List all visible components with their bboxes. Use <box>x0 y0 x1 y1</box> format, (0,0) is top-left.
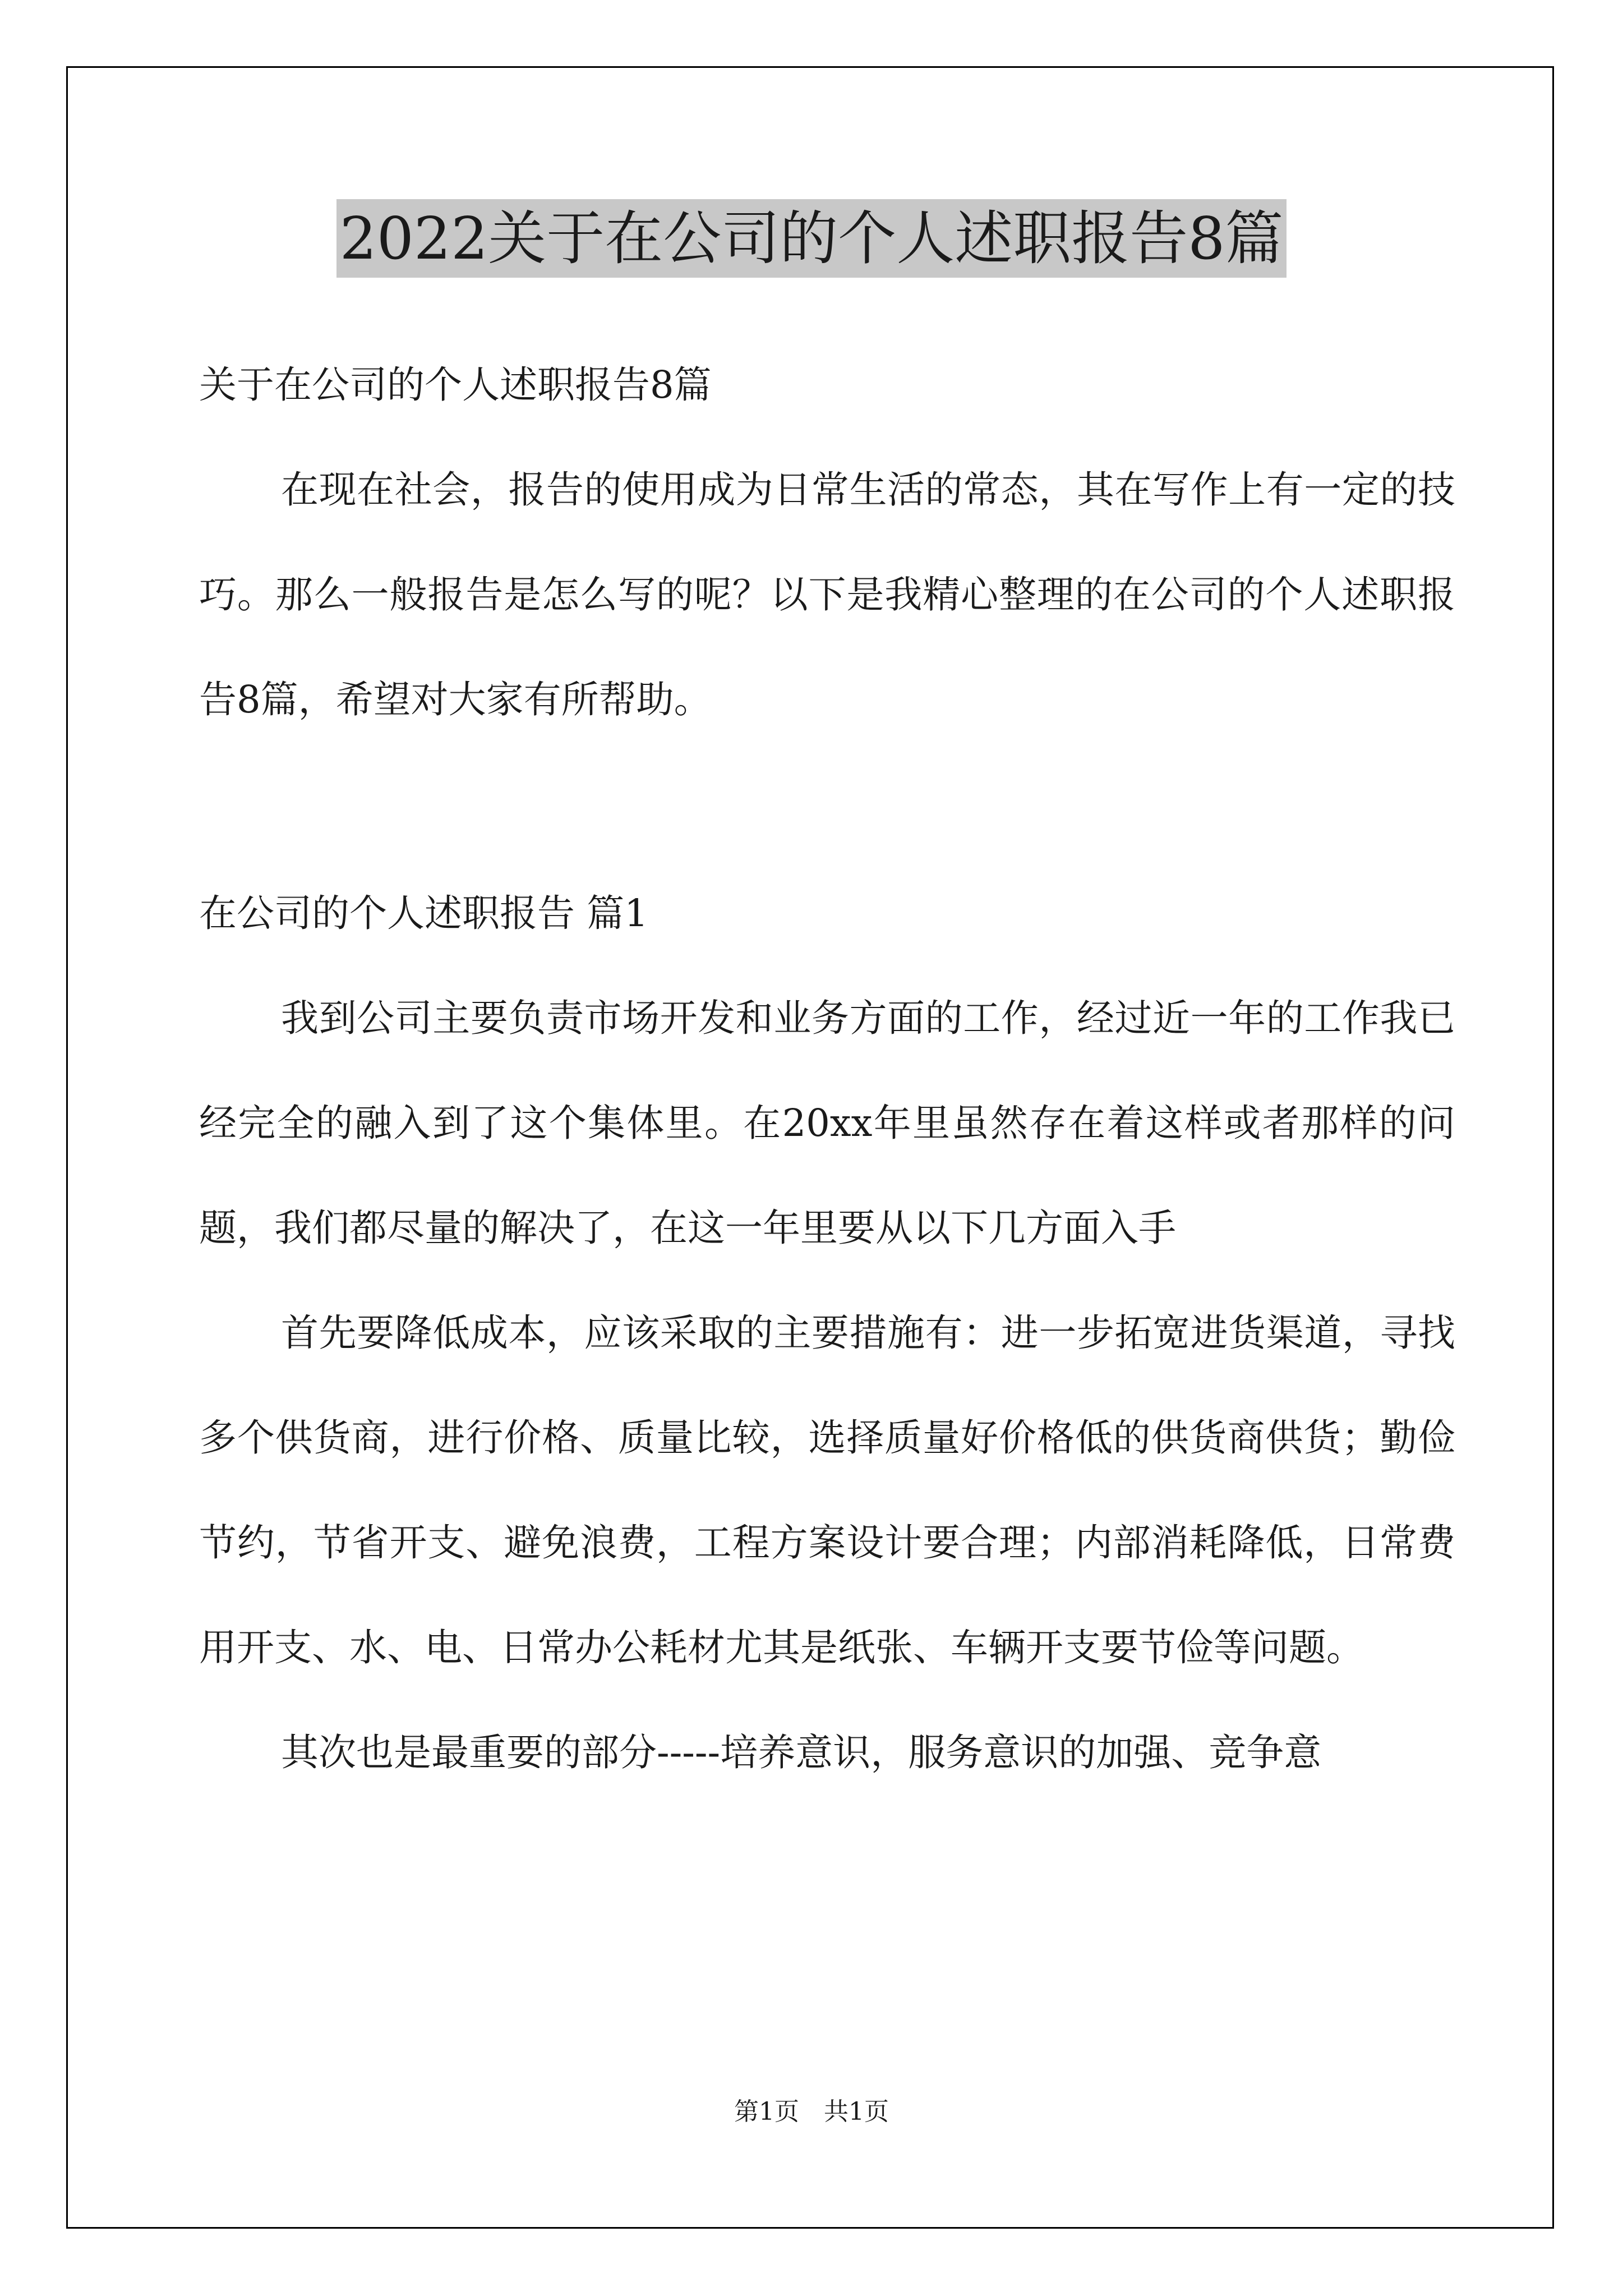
body-paragraph: 我到公司主要负责市场开发和业务方面的工作，经过近一年的工作我已经完全的融入到了这个集体里。在20xx年里虽然存在着这样或者那样的问题，我们都尽量的解决了，在这一年里要从以下几方面入手 <box>199 996 1455 1250</box>
document-title: 2022关于在公司的个人述职报告8篇 <box>336 199 1287 278</box>
document-body <box>199 333 1455 752</box>
intro-paragraph: 在现在社会，报告的使用成为日常生活的常态，其在写作上有一定的技巧。那么一般报告是怎么写的呢？以下是我精心整理的在公司的个人述职报告8篇，希望对大家有所帮助。 <box>199 468 1455 721</box>
body-paragraph: 首先要降低成本，应该采取的主要措施有：进一步拓宽进货渠道，寻找多个供货商，进行价格、质量比较，选择质量好价格低的供货商供货；勤俭节约，节省开支、避免浪费，工程方案设计要合理；内部消耗降低，日常费用开支、水、电、日常办公耗材尤其是纸张、车辆开支要节俭等问题。 <box>199 1311 1455 1669</box>
page-footer: 第1页 共1页 <box>734 2097 889 2126</box>
section-heading: 在公司的个人述职报告 篇1 <box>199 891 648 935</box>
title-container <box>0 199 1623 278</box>
body-paragraph: 其次也是最重要的部分-----培养意识，服务意识的加强、竞争意 <box>281 1731 1322 1774</box>
section-body <box>199 861 1455 1805</box>
document-subtitle: 关于在公司的个人述职报告8篇 <box>199 363 712 407</box>
